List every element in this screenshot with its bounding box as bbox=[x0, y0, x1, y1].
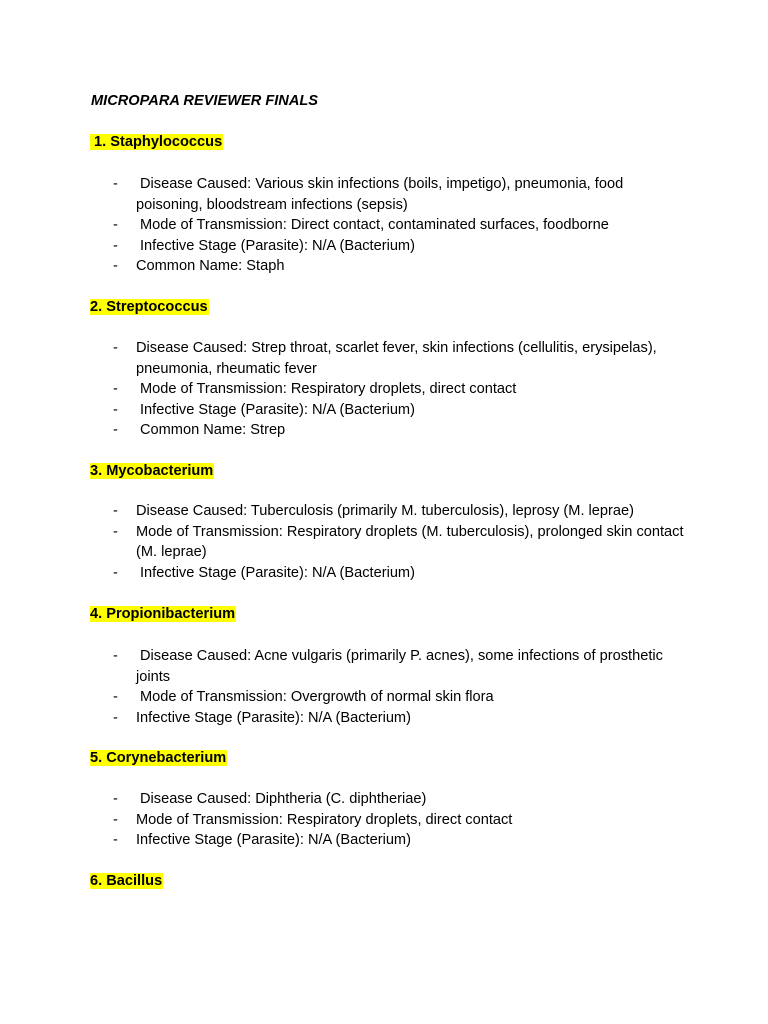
document-title: MICROPARA REVIEWER FINALS bbox=[91, 93, 319, 109]
bullet-dash: - bbox=[113, 217, 118, 234]
list-item bbox=[0, 830, 768, 851]
list-item bbox=[0, 338, 768, 379]
heading-highlight: 2. Streptococcus bbox=[90, 299, 208, 315]
bullet-dash: - bbox=[113, 791, 118, 807]
bullet-dash: - bbox=[113, 422, 118, 439]
list-item bbox=[0, 646, 768, 687]
bullet-list-staphylococcus bbox=[0, 174, 768, 277]
list-item bbox=[0, 501, 768, 522]
list-item bbox=[0, 420, 768, 441]
bullet-dash: - bbox=[113, 340, 118, 356]
list-item bbox=[0, 522, 768, 563]
section-heading-mycobacterium bbox=[90, 461, 214, 482]
list-item-text: Common Name: Staph bbox=[136, 258, 285, 275]
bullet-list-mycobacterium bbox=[0, 501, 768, 583]
list-item-text: Infective Stage (Parasite): N/A (Bacterium) bbox=[136, 832, 411, 849]
section-heading-bacillus bbox=[90, 871, 163, 892]
section-heading-corynebacterium bbox=[90, 748, 227, 769]
bullet-dash: - bbox=[113, 176, 118, 192]
list-item bbox=[0, 400, 768, 421]
bullet-dash: - bbox=[113, 832, 118, 849]
list-item-text: Mode of Transmission: Respiratory droplets, direct contact bbox=[140, 381, 517, 398]
list-item-text: Infective Stage (Parasite): N/A (Bacterium) bbox=[140, 401, 415, 418]
list-item bbox=[0, 810, 768, 831]
bullet-dash: - bbox=[113, 811, 118, 828]
list-item-text: Common Name: Strep bbox=[140, 422, 286, 439]
list-item-text: Mode of Transmission: Respiratory droplets, direct contact bbox=[136, 811, 513, 828]
list-item-text: Infective Stage (Parasite): N/A (Bacterium) bbox=[136, 709, 411, 726]
bullet-dash: - bbox=[113, 709, 118, 726]
list-item bbox=[0, 687, 768, 708]
heading-highlight: 5. Corynebacterium bbox=[90, 750, 227, 766]
bullet-list-corynebacterium bbox=[0, 789, 768, 851]
section-heading-staphylococcus bbox=[90, 132, 223, 153]
list-item-text: Disease Caused: Tuberculosis (primarily M. tuberculosis), leprosy (M. leprae) bbox=[136, 503, 634, 519]
list-item bbox=[0, 215, 768, 236]
bullet-dash: - bbox=[113, 381, 118, 398]
list-item-text: Infective Stage (Parasite): N/A (Bacterium) bbox=[140, 237, 415, 254]
list-item-text: Mode of Transmission: Overgrowth of normal skin flora bbox=[140, 689, 494, 706]
bullet-dash: - bbox=[113, 523, 118, 540]
list-item-text: Disease Caused: Strep throat, scarlet fever, skin infections (cellulitis, erysipelas), pneumonia, rheumatic fever bbox=[136, 340, 657, 377]
heading-highlight: 1. Staphylococcus bbox=[90, 134, 223, 150]
list-item bbox=[0, 379, 768, 400]
heading-highlight: 4. Propionibacterium bbox=[90, 606, 236, 622]
bullet-dash: - bbox=[113, 258, 118, 275]
heading-highlight: 3. Mycobacterium bbox=[90, 463, 214, 479]
list-item-text: Mode of Transmission: Respiratory droplets (M. tuberculosis), prolonged skin contact (M. leprae) bbox=[136, 523, 684, 561]
bullet-dash: - bbox=[113, 237, 118, 254]
section-heading-streptococcus bbox=[90, 297, 209, 318]
bullet-list-streptococcus bbox=[0, 338, 768, 441]
list-item bbox=[0, 174, 768, 215]
bullet-dash: - bbox=[113, 648, 118, 664]
bullet-list-propionibacterium bbox=[0, 646, 768, 728]
list-item bbox=[0, 708, 768, 729]
list-item bbox=[0, 563, 768, 584]
list-item-text: Disease Caused: Various skin infections (boils, impetigo), pneumonia, food poisoning, bloodstream infections (sepsis) bbox=[136, 176, 624, 213]
list-item-text: Disease Caused: Acne vulgaris (primarily P. acnes), some infections of prosthetic joints bbox=[136, 648, 663, 685]
bullet-dash: - bbox=[113, 503, 118, 519]
list-item-text: Disease Caused: Diphtheria (C. diphtheriae) bbox=[140, 791, 427, 807]
list-item-text: Infective Stage (Parasite): N/A (Bacterium) bbox=[140, 564, 415, 581]
bullet-dash: - bbox=[113, 564, 118, 581]
bullet-dash: - bbox=[113, 689, 118, 706]
list-item bbox=[0, 236, 768, 257]
list-item bbox=[0, 256, 768, 277]
list-item-text: Mode of Transmission: Direct contact, contaminated surfaces, foodborne bbox=[140, 217, 609, 234]
list-item bbox=[0, 789, 768, 810]
bullet-dash: - bbox=[113, 401, 118, 418]
section-heading-propionibacterium bbox=[90, 604, 236, 625]
heading-highlight: 6. Bacillus bbox=[90, 873, 163, 889]
